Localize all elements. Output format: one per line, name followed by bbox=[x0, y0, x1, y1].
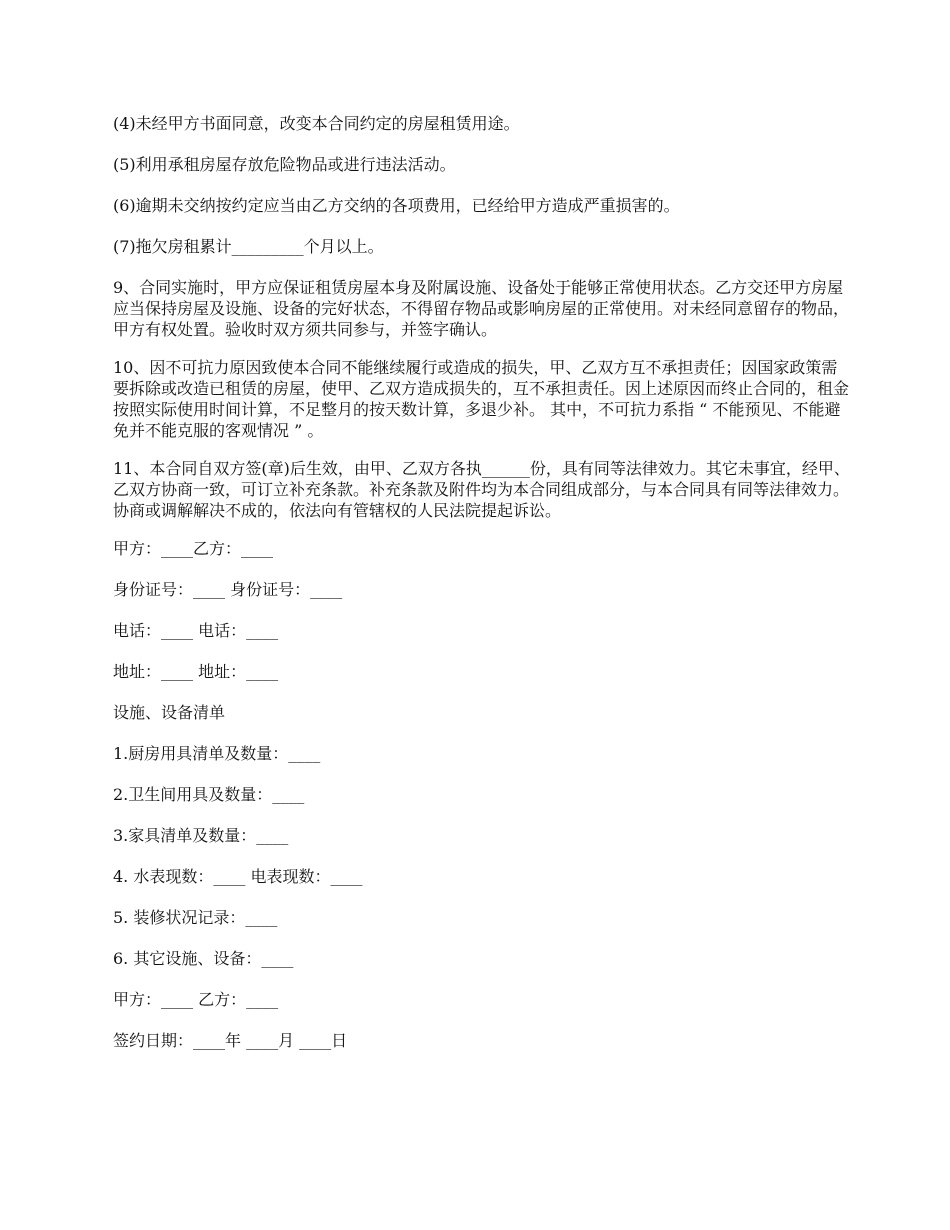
clause-6: (6)逾期未交纳按约定应当由乙方交纳的各项费用，已经给甲方造成严重损害的。 bbox=[113, 196, 680, 215]
equipment-item-decoration: 5. 装修状况记录：____ bbox=[113, 908, 278, 927]
party-addresses: 地址：____ 地址：____ bbox=[113, 662, 279, 681]
clause-7: (7)拖欠房租累计_________个月以上。 bbox=[113, 237, 384, 256]
clause-4: (4)未经甲方书面同意，改变本合同约定的房屋租赁用途。 bbox=[113, 114, 520, 133]
equipment-item-bathroom: 2.卫生间用具及数量：____ bbox=[113, 785, 305, 804]
equipment-list-heading: 设施、设备清单 bbox=[113, 703, 226, 722]
article-9: 9、合同实施时，甲方应保证租赁房屋本身及附属设施、设备处于能够正常使用状态。乙方交还甲方房屋应当保持房屋及设施、设备的完好状态，不得留存物品或影响房屋的正常使用。对未经同意留存的物品，甲方有权处置。验收时双方须共同参与，并签字确认。 bbox=[113, 278, 850, 339]
party-phones: 电话：____ 电话：____ bbox=[113, 621, 279, 640]
equipment-item-other: 6. 其它设施、设备：____ bbox=[113, 949, 294, 968]
equipment-item-meters: 4. 水表现数：____ 电表现数：____ bbox=[113, 867, 363, 886]
equipment-item-furniture: 3.家具清单及数量：____ bbox=[113, 826, 289, 845]
party-names: 甲方：____乙方：____ bbox=[113, 539, 274, 558]
signing-date: 签约日期：____年 ____月 ____日 bbox=[113, 1031, 348, 1050]
equipment-item-kitchen: 1.厨房用具清单及数量：____ bbox=[113, 744, 321, 763]
article-10: 10、因不可抗力原因致使本合同不能继续履行或造成的损失，甲、乙双方互不承担责任；因国家政策需要拆除或改造已租赁的房屋，使甲、乙双方造成损失的，互不承担责任。因上述原因而终止合同的，租金按照实际使用时间计算，不足整月的按天数计算，多退少补。 其中，不可抗力系指 “ 不能预见、不能避免并不能克服的客观情况 ” 。 bbox=[113, 358, 850, 440]
article-11: 11、本合同自双方签(章)后生效，由甲、乙双方各执______份，具有同等法律效力。其它未事宜，经甲、乙双方协商一致，可订立补充条款。补充条款及附件均为本合同组成部分，与本合同具有同等法律效力。协商或调解解决不成的，依法向有管辖权的人民法院提起诉讼。 bbox=[113, 459, 850, 520]
party-id-numbers: 身份证号：____ 身份证号：____ bbox=[113, 580, 343, 599]
document-body bbox=[113, 113, 853, 1071]
clause-5: (5)利用承租房屋存放危险物品或进行违法活动。 bbox=[113, 155, 456, 174]
signature-parties: 甲方：____ 乙方：____ bbox=[113, 990, 279, 1009]
